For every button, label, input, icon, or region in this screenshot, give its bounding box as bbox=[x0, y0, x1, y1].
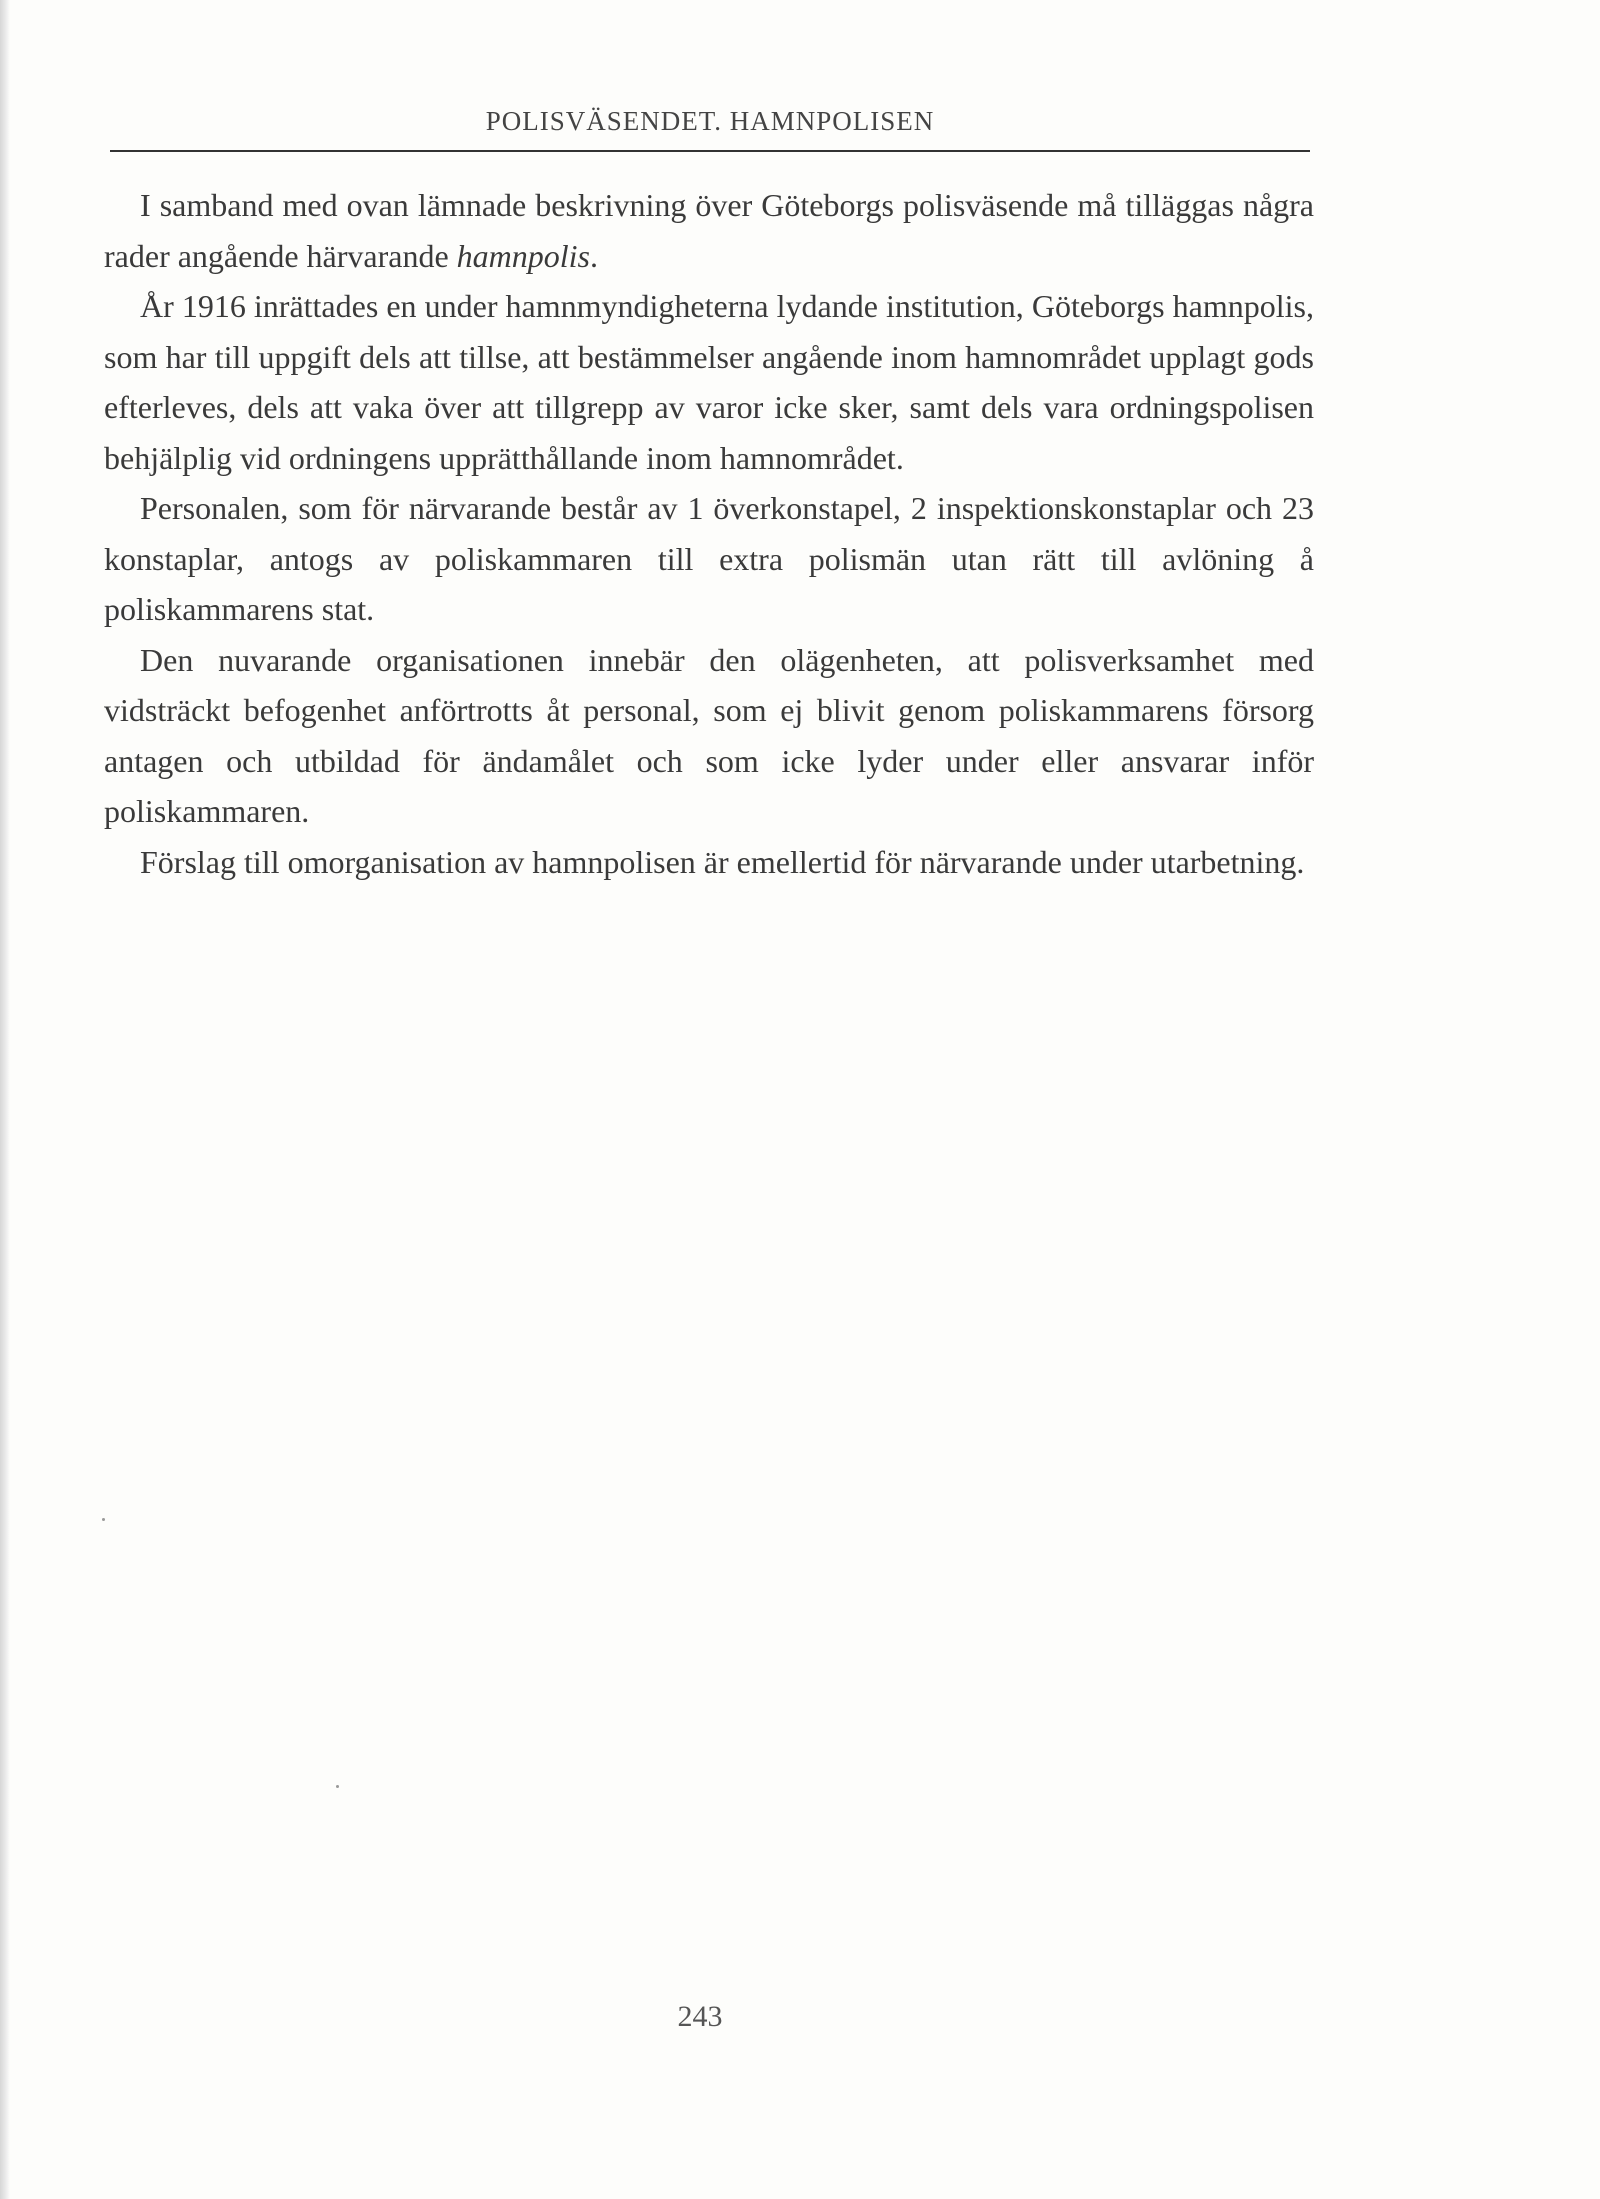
paragraph-5: Förslag till omorganisation av hamnpolisen är emellertid för närvarande under utarbetning. bbox=[140, 843, 1305, 880]
running-header: POLISVÄSENDET. HAMNPOLISEN bbox=[485, 106, 935, 136]
hamnpolis-italic-term: hamnpolis bbox=[456, 237, 590, 274]
paper-speck bbox=[102, 1518, 105, 1521]
paragraph-1-text: I samband med ovan lämnade beskrivning över Göteborgs polisväsende må tilläggas några rader angående härvarande bbox=[104, 187, 1314, 274]
paragraph-2: År 1916 inrättades en under hamnmyndigheterna lydande institution, Göteborgs hamnpolis, som har till uppgift dels att tillse, att bestämmelser angående inom hamnområdet upplagt gods efterleves, dels att vaka över att tillgrepp av varor icke sker, samt dels vara ordningspolisen behjälplig vid ordningens upprätthållande inom hamnområdet. bbox=[104, 288, 1314, 476]
header-rule bbox=[110, 150, 1310, 152]
body-text bbox=[104, 180, 1314, 887]
page-number: 243 bbox=[677, 2000, 723, 2033]
page-binding-edge bbox=[0, 0, 10, 2199]
paragraph-1 bbox=[104, 180, 1314, 281]
paragraph-1-end: . bbox=[590, 237, 598, 274]
paper-speck bbox=[336, 1785, 339, 1788]
paragraph-4: Den nuvarande organisationen innebär den olägenheten, att polisverksamhet med vidsträckt befogenhet anförtrotts åt personal, som ej blivit genom poliskammarens försorg antagen och utbildad för ändamålet och som icke lyder under eller ansvarar inför poliskammaren. bbox=[104, 641, 1314, 829]
paragraph-3: Personalen, som för närvarande består av 1 överkonstapel, 2 inspektionskonstaplar och 23 konstaplar, antogs av poliskammaren till extra polismän utan rätt till avlöning å poliskammarens stat. bbox=[104, 490, 1314, 627]
